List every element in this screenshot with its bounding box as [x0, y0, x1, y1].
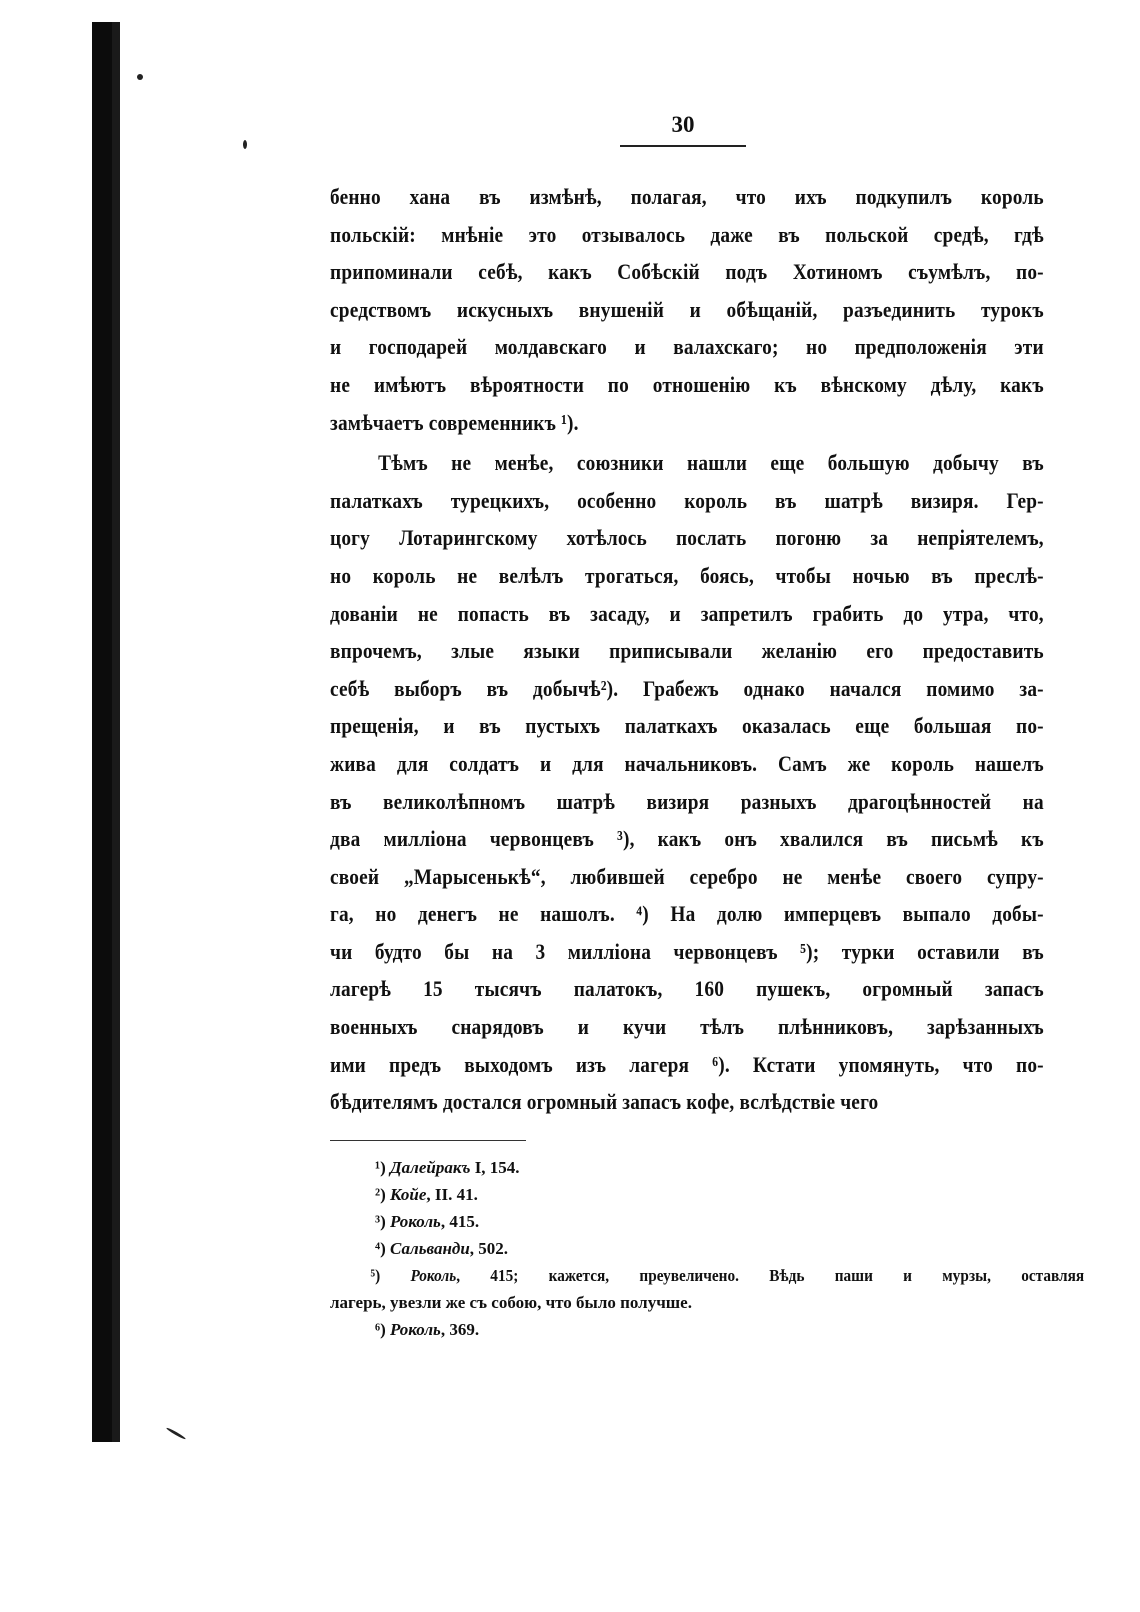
footnote-mark: ²) [375, 1185, 391, 1204]
text-line: дованіи не попасть въ засаду, и запретилъ грабить до утра, что, [330, 600, 1044, 626]
footnote-text: , 415; кажется, преувеличено. Вѣдь паши и мурзы, оставляя [456, 1266, 1085, 1285]
text-line: въ великолѣпномъ шатрѣ визиря разныхъ драгоцѣнностей на [330, 788, 1044, 814]
text-line: но король не велѣлъ трогаться, боясь, чтобы ночью въ преслѣ- [330, 562, 1044, 588]
scan-speck [243, 140, 247, 149]
text-line: лагерѣ 15 тысячъ палатокъ, 160 пушекъ, огромный запасъ [330, 976, 1044, 1002]
text-line: жива для солдатъ и для начальниковъ. Самъ же король нашелъ [330, 750, 1044, 776]
footnote-mark: ⁶) [375, 1320, 391, 1339]
text-line: га, но денегъ не нашолъ. ⁴) На долю имперцевъ выпало добы- [330, 901, 1044, 927]
text-line: бенно хана въ измѣнѣ, полагая, что ихъ подкупилъ король [330, 184, 1044, 209]
footnote-text: , 415. [440, 1212, 480, 1231]
text-line: польскій: мнѣніе это отзывалось даже въ польской средѣ, гдѣ [330, 221, 1044, 247]
text-line: ими предъ выходомъ изъ лагеря ⁶). Кстати упомянуть, что по- [330, 1051, 1044, 1077]
text-line: два милліона червонцевъ ³), какъ онъ хвалился въ письмѣ къ [330, 826, 1044, 852]
footnote [330, 1316, 1044, 1343]
footnote-text: I, 154. [470, 1158, 520, 1177]
text-line: впрочемъ, злые языки приписывали желанію его предоставить [330, 638, 1044, 664]
footnote-source: Сальванди [390, 1239, 470, 1258]
footnote-mark: ⁴) [375, 1239, 391, 1258]
text-line: военныхъ снарядовъ и кучи тѣлъ плѣнниковъ, зарѣзанныхъ [330, 1014, 1044, 1040]
footnote-source: Койе [390, 1185, 427, 1204]
footnote-source: Роколь [410, 1266, 457, 1285]
footnote-mark: ³) [375, 1212, 391, 1231]
text-line: припоминали себѣ, какъ Собѣскій подъ Хотиномъ съумѣлъ, по- [330, 259, 1044, 285]
footnote-mark: ⁵) [370, 1266, 411, 1285]
text-line: прещенія, и въ пустыхъ палаткахъ оказалась еще большая по- [330, 713, 1044, 739]
footnote-source: Далейракъ [390, 1158, 471, 1177]
text-line: Тѣмъ не менѣе, союзники нашли еще большую добычу въ [378, 450, 1044, 476]
footnote-source: Роколь [390, 1320, 441, 1339]
footnotes [330, 1154, 1085, 1343]
footnote [330, 1235, 1044, 1262]
book-binding-edge [112, 22, 120, 1442]
footnote [330, 1208, 1044, 1235]
scan-speck [166, 1427, 187, 1441]
footnote-source: Роколь [390, 1212, 441, 1231]
text-line: средствомъ искусныхъ внушеній и обѣщаній, разъединить турокъ [330, 296, 1044, 322]
footnote [330, 1154, 1044, 1181]
footnote-text: , 502. [469, 1239, 509, 1258]
text-line: своей „Марысенькѣ“, любившей серебро не менѣе своего супру- [330, 863, 1044, 889]
text-line: цогу Лотарингскому хотѣлось послать погоню за непріятелемъ, [330, 525, 1044, 551]
text-line: замѣчаетъ современникъ ¹). [330, 409, 579, 435]
footnote-text: лагерь, увезли же съ собою, что было получше. [330, 1293, 692, 1312]
page-number-rule [620, 145, 746, 147]
scan-speck [137, 74, 143, 80]
footnote-text: , II. 41. [426, 1185, 478, 1204]
footnote-mark: ¹) [375, 1158, 391, 1177]
text-line: не имѣютъ вѣроятности по отношенію къ вѣнскому дѣлу, какъ [330, 371, 1044, 397]
text-line: чи будто бы на 3 милліона червонцевъ ⁵); турки оставили въ [330, 938, 1044, 964]
footnote [330, 1262, 1084, 1289]
footnote-separator [330, 1140, 526, 1141]
page-number: 30 [671, 112, 695, 137]
footnote [330, 1181, 1044, 1208]
text-line: себѣ выборъ въ добычѣ²). Грабежъ однако начался помимо за- [330, 675, 1044, 701]
footnote-text: , 369. [440, 1320, 480, 1339]
body-text [330, 178, 1044, 1121]
text-line: палаткахъ турецкихъ, особенно король въ шатрѣ визиря. Гер- [330, 487, 1044, 513]
text-line: бѣдителямъ достался огромный запасъ кофе, вслѣдствіе чего [330, 1089, 879, 1115]
footnote [330, 1289, 1044, 1316]
text-line: и господарей молдавскаго и валахскаго; но предположенія эти [330, 334, 1044, 360]
